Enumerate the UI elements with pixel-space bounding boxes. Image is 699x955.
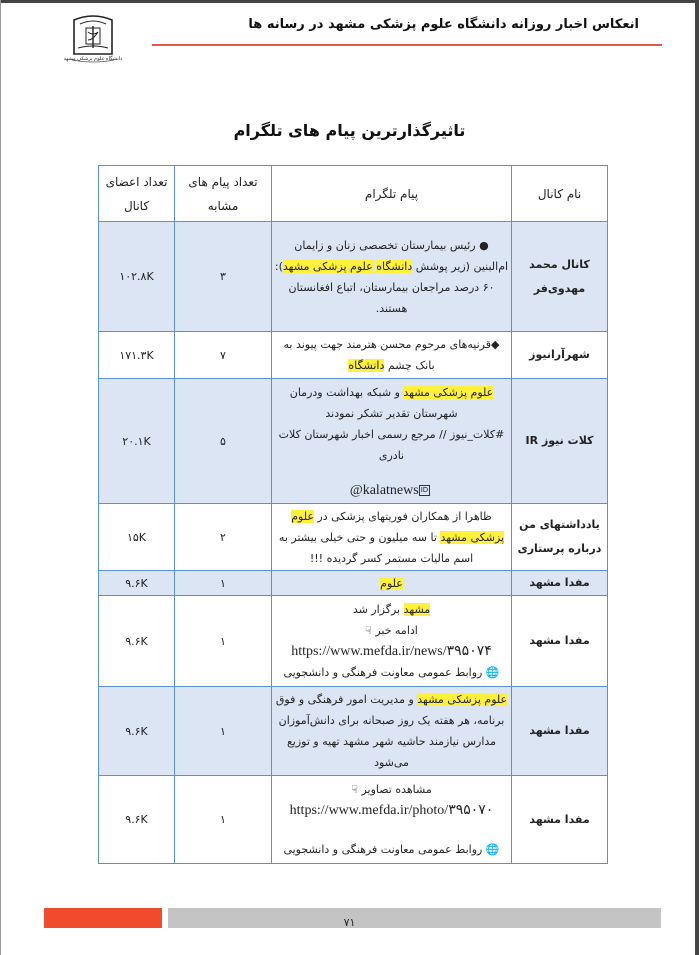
member-count: ۹.۶K	[99, 596, 175, 687]
message-text: ام‌البنین (زیر پوشش	[412, 259, 509, 273]
member-count: ۲۰.۱K	[99, 379, 175, 504]
message-line	[272, 620, 511, 641]
highlighted-keyword: علوم پزشکی مشهد	[282, 259, 373, 273]
message-line: نادری	[378, 448, 405, 462]
table-row	[99, 504, 608, 571]
message-text: رئیس بیمارستان تخصصی زنان و زایمان	[294, 238, 476, 252]
message-text: ):	[274, 259, 283, 273]
telegram-message	[272, 332, 512, 379]
table-row	[99, 776, 608, 864]
message-line	[272, 689, 511, 710]
message-line: هستند.	[375, 301, 408, 315]
telegram-message	[272, 222, 512, 332]
channel-name: کلات نیوز IR	[512, 379, 608, 504]
header-similar-line2: مشابه	[207, 198, 239, 213]
similar-count: ۳	[175, 222, 272, 332]
telegram-handle: @kalatnews	[349, 482, 419, 498]
table-row	[99, 222, 608, 332]
pointing-hand-icon: ☟	[351, 783, 358, 796]
photo-link[interactable]: https://www.mefda.ir/photo/۳۹۵۰۷۰	[289, 803, 494, 818]
highlighted-keyword: پزشکی مشهد	[440, 530, 505, 544]
frame-right	[695, 0, 699, 955]
table-row	[99, 687, 608, 776]
pointing-hand-icon: ☟	[365, 624, 372, 637]
channel-name-line1: یادداشتهای من	[519, 518, 600, 531]
message-line: ۶۰ درصد مراجعان بیمارستان، اتباع افغانستان	[288, 280, 495, 294]
message-line	[272, 355, 511, 376]
message-text: روابط عمومی معاونت فرهنگی و دانشجویی	[283, 843, 483, 856]
similar-count: ۱	[175, 596, 272, 687]
channel-name-line2: درباره پرستاری	[517, 542, 602, 555]
message-text: مشاهده تصاویر	[361, 783, 432, 796]
channel-name: مفدا مشهد	[512, 571, 608, 596]
message-line	[272, 527, 511, 548]
message-text: برگزار شد	[352, 603, 404, 616]
header-title: انعکاس اخبار روزانه دانشگاه علوم پزشکی مشهد در رسانه ها	[248, 17, 639, 32]
header-members-line2: کانال	[123, 198, 150, 213]
message-text: بانک چشم	[384, 359, 435, 372]
message-line	[272, 256, 511, 277]
message-line: می‌شود	[374, 756, 409, 769]
message-line: اسم مالیات مستمر کسر گردیده !!!	[309, 551, 474, 565]
telegram-message	[272, 776, 512, 864]
message-line	[272, 839, 511, 860]
highlighted-keyword: دانشگاه	[348, 359, 385, 372]
header-message: پیام تلگرام	[272, 166, 512, 222]
message-line	[272, 506, 511, 527]
page-number: ۷۱	[343, 916, 356, 929]
channel-name-line1: کانال محمد	[529, 257, 590, 271]
highlighted-keyword: علوم	[380, 576, 403, 590]
message-line	[272, 800, 511, 821]
member-count: ۱۵K	[99, 504, 175, 571]
table-header-row	[99, 166, 608, 222]
message-text: تا سه میلیون و حتی خیلی بیشتر به	[278, 530, 441, 544]
page-title: تاثیرگذارترین پیام های تلگرام	[233, 121, 466, 140]
channel-name: مفدا مشهد	[512, 596, 608, 687]
highlighted-keyword: علوم پزشکی مشهد	[403, 385, 494, 399]
telegram-message	[272, 687, 512, 776]
telegram-message	[272, 571, 512, 596]
channel-name: مفدا مشهد	[512, 776, 608, 864]
table-row	[99, 332, 608, 379]
message-text: قرنیه‌های مرحوم محسن هترمند جهت پیوند به	[283, 338, 492, 351]
header-members-line1: تعداد اعضای	[105, 174, 168, 189]
header-members	[99, 166, 175, 222]
message-line: #کلات_نیوز // مرجع رسمی اخبار شهرستان کلات	[278, 427, 505, 441]
channel-name: شهرآرانیوز	[512, 332, 608, 379]
frame-top	[0, 0, 699, 3]
table-row	[99, 596, 608, 687]
highlighted-keyword: علوم	[291, 509, 314, 523]
telegram-message	[272, 596, 512, 687]
id-badge-icon: ID	[420, 486, 429, 494]
highlighted-keyword: علوم پزشکی مشهد	[417, 693, 508, 706]
message-text: و شبکه بهداشت ودرمان	[289, 385, 404, 399]
channel-name	[512, 222, 608, 332]
highlighted-keyword: مشهد	[403, 603, 431, 616]
logo-caption: دانشگاه علوم پزشکی مشهد	[63, 56, 123, 62]
message-text: ظاهرا از همکاران فوریتهای پزشکی در	[313, 509, 492, 523]
channel-name: مفدا مشهد	[512, 687, 608, 776]
message-line	[272, 235, 511, 256]
message-text: ادامه خبر	[375, 624, 418, 637]
message-line	[272, 599, 511, 620]
channel-name-line2: مهدوی‌فر	[533, 281, 586, 295]
similar-count: ۱	[175, 687, 272, 776]
header-similar-line1: تعداد پیام های	[188, 174, 258, 189]
header-rule	[152, 44, 662, 46]
member-count: ۹.۶K	[99, 687, 175, 776]
member-count: ۱۰۲.۸K	[99, 222, 175, 332]
similar-count: ۱	[175, 571, 272, 596]
message-line: شهرستان تقدیر تشکر نمودند	[325, 406, 458, 420]
globe-icon: 🌐	[485, 666, 500, 679]
similar-count: ۵	[175, 379, 272, 504]
channel-name	[512, 504, 608, 571]
message-text: روابط عمومی معاونت فرهنگی و دانشجویی	[283, 666, 483, 679]
globe-bullet-icon: ●	[479, 238, 489, 252]
telegram-messages-table	[98, 165, 608, 864]
message-line	[272, 662, 511, 683]
member-count: ۹.۶K	[99, 571, 175, 596]
message-line	[272, 382, 511, 403]
university-logo	[63, 14, 123, 66]
similar-count: ۱	[175, 776, 272, 864]
telegram-message	[272, 379, 512, 504]
message-line: مدارس نیازمند حاشیه شهر مشهد تهیه و توزیع	[286, 735, 497, 748]
similar-count: ۷	[175, 332, 272, 379]
member-count: ۹.۶K	[99, 776, 175, 864]
frame-left	[0, 0, 1, 955]
message-line	[282, 573, 501, 594]
header-channel: نام کانال	[512, 166, 608, 222]
globe-icon: 🌐	[485, 843, 500, 856]
news-link[interactable]: https://www.mefda.ir/news/۳۹۵۰۷۴	[291, 644, 492, 659]
highlighted-keyword: دانشگاه	[376, 259, 413, 273]
message-line	[272, 641, 511, 662]
similar-count: ۲	[175, 504, 272, 571]
message-text: و مدیریت امور فرهنگی و فوق	[275, 693, 418, 706]
header-similar	[175, 166, 272, 222]
table-row	[99, 571, 608, 596]
diamond-bullet-icon: ◆	[491, 338, 500, 351]
message-line: برنامه، هر هفته یک روز صبحانه برای دانش‌آموزان	[278, 714, 505, 727]
message-line	[272, 779, 511, 800]
message-line	[272, 480, 511, 501]
table-row	[99, 379, 608, 504]
message-line	[272, 334, 511, 355]
member-count: ۱۷۱.۳K	[99, 332, 175, 379]
telegram-message	[272, 504, 512, 571]
